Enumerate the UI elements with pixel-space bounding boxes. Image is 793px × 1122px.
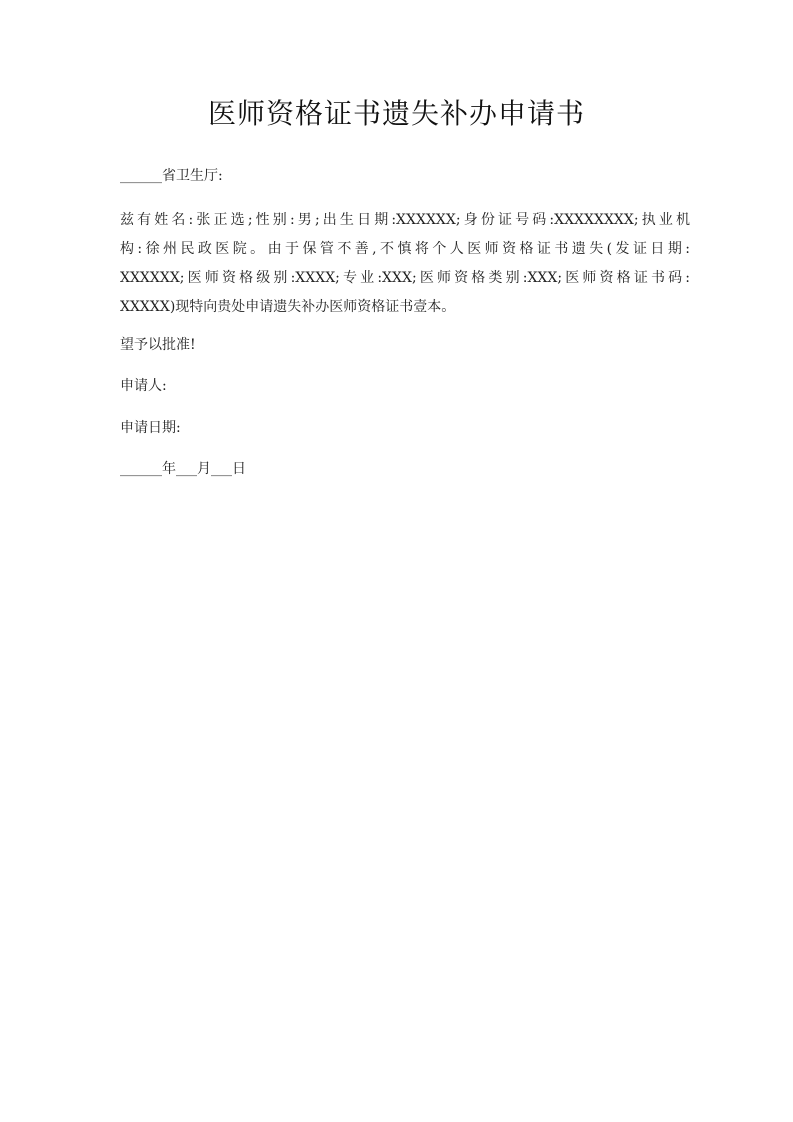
- document-title: 医师资格证书遗失补办申请书: [207, 97, 585, 130]
- date-blank-line: ______年___月___日: [120, 461, 246, 477]
- application-date-label: 申请日期:: [120, 420, 181, 436]
- body-line-3: XXXXXX;医师资格级别:XXXX;专业:XXX;医师资格类别:XXX;医师资格证书码:: [120, 270, 690, 286]
- body-line-2: 构:徐州民政医院。由于保管不善,不慎将个人医师资格证书遗失(发证日期:: [120, 241, 690, 257]
- applicant-label: 申请人:: [120, 378, 167, 394]
- body-paragraph: [120, 206, 690, 322]
- body-line-4: XXXXX)现特向贵处申请遗失补办医师资格证书壹本。: [120, 299, 456, 315]
- approval-request: 望予以批准!: [120, 337, 196, 353]
- salutation: ______省卫生厅:: [120, 168, 223, 184]
- body-line-1: 兹有姓名:张正选;性别:男;出生日期:XXXXXX;身份证号码:XXXXXXXX;执业机: [120, 212, 690, 228]
